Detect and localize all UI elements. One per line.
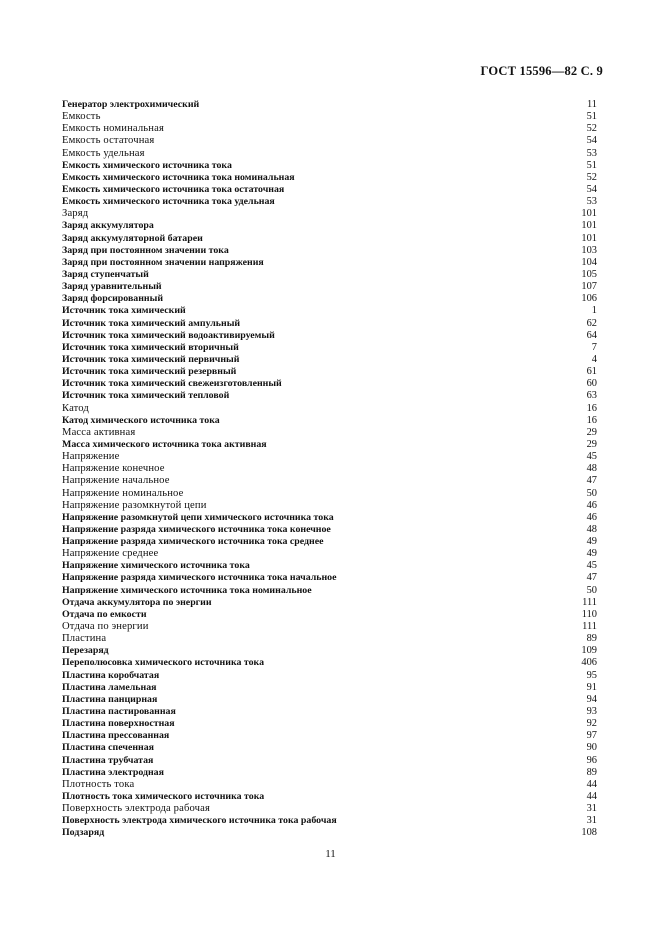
index-term: Емкость остаточная — [62, 135, 155, 147]
index-term: Пластина панцирная — [62, 693, 158, 705]
index-term: Подзаряд — [62, 827, 105, 839]
index-term: Поверхность электрода химического источника тока рабочая — [62, 815, 337, 827]
index-term: Заряд аккумулятора — [62, 220, 154, 232]
index-entry — [62, 439, 597, 451]
index-page-ref: 31 — [586, 815, 597, 827]
index-entry — [62, 500, 597, 512]
index-entry — [62, 318, 597, 330]
index-term: Пластина спеченная — [62, 742, 154, 754]
index-page-ref: 16 — [586, 402, 597, 414]
index-entry — [62, 172, 597, 184]
index-entry — [62, 220, 597, 232]
index-entry — [62, 208, 597, 220]
index-page-ref: 44 — [586, 778, 597, 790]
index-entry — [62, 779, 597, 791]
index-term: Емкость номинальная — [62, 123, 164, 135]
index-entry — [62, 548, 597, 560]
index-term: Отдача аккумулятора по энергии — [62, 596, 212, 608]
index-term: Поверхность электрода рабочая — [62, 803, 211, 815]
index-entry — [62, 111, 597, 123]
term-index-list — [62, 99, 597, 840]
index-term: Пластина трубчатая — [62, 754, 154, 766]
index-page-ref: 49 — [586, 536, 597, 548]
index-page-ref: 96 — [586, 754, 597, 766]
index-entry — [62, 730, 597, 742]
index-term: Генератор электрохимический — [62, 99, 200, 110]
index-page-ref: 101 — [581, 208, 597, 220]
index-page-ref: 111 — [582, 621, 597, 633]
index-term: Напряжение разомкнутой цепи — [62, 499, 207, 511]
index-page-ref: 16 — [586, 414, 597, 426]
index-entry — [62, 682, 597, 694]
index-entry — [62, 281, 597, 293]
index-entry — [62, 512, 597, 524]
index-entry — [62, 233, 597, 245]
index-term: Источник тока химический водоактивируемый — [62, 329, 275, 341]
index-entry — [62, 148, 597, 160]
index-term: Масса активная — [62, 426, 136, 438]
index-entry — [62, 99, 597, 111]
index-term: Напряжение разомкнутой цепи химического источника тока — [62, 511, 334, 523]
index-page-ref: 52 — [586, 123, 597, 135]
index-entry — [62, 585, 597, 597]
index-entry — [62, 645, 597, 657]
index-page-ref: 62 — [586, 317, 597, 329]
index-page-ref: 46 — [586, 511, 597, 523]
index-term: Отдача по энергии — [62, 621, 149, 633]
index-entry — [62, 670, 597, 682]
index-term: Источник тока химический резервный — [62, 366, 237, 378]
index-term: Напряжение начальное — [62, 475, 170, 487]
index-term: Заряд при постоянном значении тока — [62, 244, 229, 256]
index-page-ref: 94 — [586, 693, 597, 705]
index-term: Отдача по емкости — [62, 608, 147, 620]
index-page-ref: 108 — [581, 827, 597, 839]
index-term: Емкость химического источника тока — [62, 159, 232, 171]
index-entry — [62, 767, 597, 779]
index-term: Емкость химического источника тока номинальная — [62, 171, 295, 183]
index-page-ref: 31 — [586, 803, 597, 815]
index-page-ref: 60 — [586, 378, 597, 390]
index-term: Емкость — [62, 111, 101, 123]
index-term: Катод — [62, 402, 89, 414]
index-page-ref: 95 — [586, 669, 597, 681]
index-term: Катод химического источника тока — [62, 414, 220, 426]
index-entry — [62, 827, 597, 839]
index-page-ref: 46 — [586, 499, 597, 511]
index-page-ref: 1 — [591, 305, 597, 317]
index-page-ref: 109 — [581, 645, 597, 657]
index-entry — [62, 597, 597, 609]
index-page-ref: 61 — [586, 366, 597, 378]
index-term: Источник тока химический ампульный — [62, 317, 241, 329]
index-page-ref: 90 — [586, 742, 597, 754]
index-entry — [62, 633, 597, 645]
index-term: Переполюсовка химического источника тока — [62, 657, 265, 669]
index-term: Пластина прессованная — [62, 730, 170, 742]
index-page-ref: 54 — [586, 135, 597, 147]
index-term: Плотность тока — [62, 778, 135, 790]
index-entry — [62, 378, 597, 390]
index-page-ref: 107 — [581, 281, 597, 293]
index-entry — [62, 706, 597, 718]
index-entry — [62, 488, 597, 500]
index-entry — [62, 366, 597, 378]
index-term: Источник тока химический тепловой — [62, 390, 230, 402]
index-term: Пластина коробчатая — [62, 669, 160, 681]
index-page-ref: 29 — [586, 438, 597, 450]
index-page-ref: 4 — [591, 353, 597, 365]
index-page-ref: 103 — [581, 244, 597, 256]
index-term: Источник тока химический свежеизготовленный — [62, 378, 282, 390]
index-entry — [62, 803, 597, 815]
index-page-ref: 53 — [586, 147, 597, 159]
index-entry — [62, 657, 597, 669]
index-entry — [62, 560, 597, 572]
index-term: Плотность тока химического источника тока — [62, 791, 265, 803]
index-term: Напряжение — [62, 451, 120, 463]
index-page-ref: 47 — [586, 572, 597, 584]
index-entry — [62, 305, 597, 317]
index-page-ref: 51 — [586, 159, 597, 171]
index-entry — [62, 463, 597, 475]
index-entry — [62, 245, 597, 257]
index-entry — [62, 755, 597, 767]
index-term: Емкость удельная — [62, 147, 145, 159]
index-term: Напряжение разряда химического источника тока конечное — [62, 523, 331, 535]
index-term: Перезаряд — [62, 645, 109, 657]
index-term: Пластина электродная — [62, 766, 164, 778]
index-page-ref: 406 — [581, 657, 597, 669]
index-page-ref: 91 — [586, 681, 597, 693]
index-entry — [62, 694, 597, 706]
index-page-ref: 64 — [586, 329, 597, 341]
index-page-ref: 54 — [586, 183, 597, 195]
index-entry — [62, 572, 597, 584]
index-term: Напряжение конечное — [62, 463, 165, 475]
index-term: Заряд форсированный — [62, 293, 164, 305]
index-term: Пластина поверхностная — [62, 718, 175, 730]
index-page-ref: 7 — [591, 341, 597, 353]
index-term: Заряд ступенчатый — [62, 268, 149, 280]
index-entry — [62, 427, 597, 439]
index-term: Заряд при постоянном значении напряжения — [62, 256, 264, 268]
index-term: Пластина ламельная — [62, 681, 157, 693]
index-page-ref: 93 — [586, 706, 597, 718]
index-term: Источник тока химический вторичный — [62, 341, 239, 353]
index-term: Пластина — [62, 633, 107, 645]
index-entry — [62, 123, 597, 135]
index-page-ref: 89 — [586, 633, 597, 645]
index-entry — [62, 791, 597, 803]
index-page-ref: 45 — [586, 451, 597, 463]
index-page-ref: 104 — [581, 256, 597, 268]
index-page-ref: 47 — [586, 475, 597, 487]
index-entry — [62, 718, 597, 730]
index-term: Источник тока химический — [62, 305, 186, 317]
index-term: Напряжение химического источника тока номинальное — [62, 584, 312, 596]
index-page-ref: 50 — [586, 584, 597, 596]
index-entry — [62, 451, 597, 463]
index-entry — [62, 390, 597, 402]
index-term: Напряжение среднее — [62, 548, 159, 560]
index-term: Емкость химического источника тока остаточная — [62, 183, 285, 195]
index-term: Напряжение химического источника тока — [62, 560, 250, 572]
index-page-ref: 29 — [586, 426, 597, 438]
index-page-ref: 44 — [586, 791, 597, 803]
index-entry — [62, 160, 597, 172]
index-term: Напряжение разряда химического источника тока среднее — [62, 536, 324, 548]
index-term: Напряжение разряда химического источника тока начальное — [62, 572, 337, 584]
index-entry — [62, 269, 597, 281]
index-page-ref: 111 — [582, 596, 597, 608]
index-page-ref: 45 — [586, 560, 597, 572]
index-entry — [62, 475, 597, 487]
index-term: Заряд уравнительный — [62, 281, 162, 293]
index-term: Емкость химического источника тока удельная — [62, 196, 275, 208]
index-entry — [62, 524, 597, 536]
index-entry — [62, 196, 597, 208]
index-entry — [62, 257, 597, 269]
index-page-ref: 110 — [581, 608, 597, 620]
index-term: Масса химического источника тока активная — [62, 438, 267, 450]
index-page-ref: 89 — [586, 766, 597, 778]
index-page-ref: 49 — [586, 548, 597, 560]
index-page-ref: 97 — [586, 730, 597, 742]
index-entry — [62, 609, 597, 621]
index-page-ref: 52 — [586, 171, 597, 183]
index-term: Пластина пастированная — [62, 706, 176, 718]
index-entry — [62, 135, 597, 147]
index-page-ref: 105 — [581, 268, 597, 280]
index-page-ref: 101 — [581, 232, 597, 244]
index-entry — [62, 293, 597, 305]
index-entry — [62, 403, 597, 415]
index-page-ref: 11 — [586, 99, 597, 110]
page-header: ГОСТ 15596—82 С. 9 — [480, 64, 603, 78]
index-page-ref: 50 — [586, 487, 597, 499]
index-term: Заряд — [62, 208, 89, 220]
index-entry — [62, 621, 597, 633]
index-page-ref: 51 — [586, 111, 597, 123]
index-entry — [62, 815, 597, 827]
index-entry — [62, 742, 597, 754]
index-term: Источник тока химический первичный — [62, 353, 240, 365]
index-term: Напряжение номинальное — [62, 487, 184, 499]
index-page-ref: 63 — [586, 390, 597, 402]
index-entry — [62, 536, 597, 548]
index-page-ref: 48 — [586, 463, 597, 475]
index-entry — [62, 330, 597, 342]
index-entry — [62, 415, 597, 427]
index-page-ref: 101 — [581, 220, 597, 232]
index-term: Заряд аккумуляторной батареи — [62, 232, 203, 244]
index-page-ref: 48 — [586, 523, 597, 535]
page-number: 11 — [325, 848, 336, 860]
index-page-ref: 53 — [586, 196, 597, 208]
index-entry — [62, 354, 597, 366]
index-page-ref: 92 — [586, 718, 597, 730]
index-page-ref: 106 — [581, 293, 597, 305]
index-entry — [62, 342, 597, 354]
index-entry — [62, 184, 597, 196]
